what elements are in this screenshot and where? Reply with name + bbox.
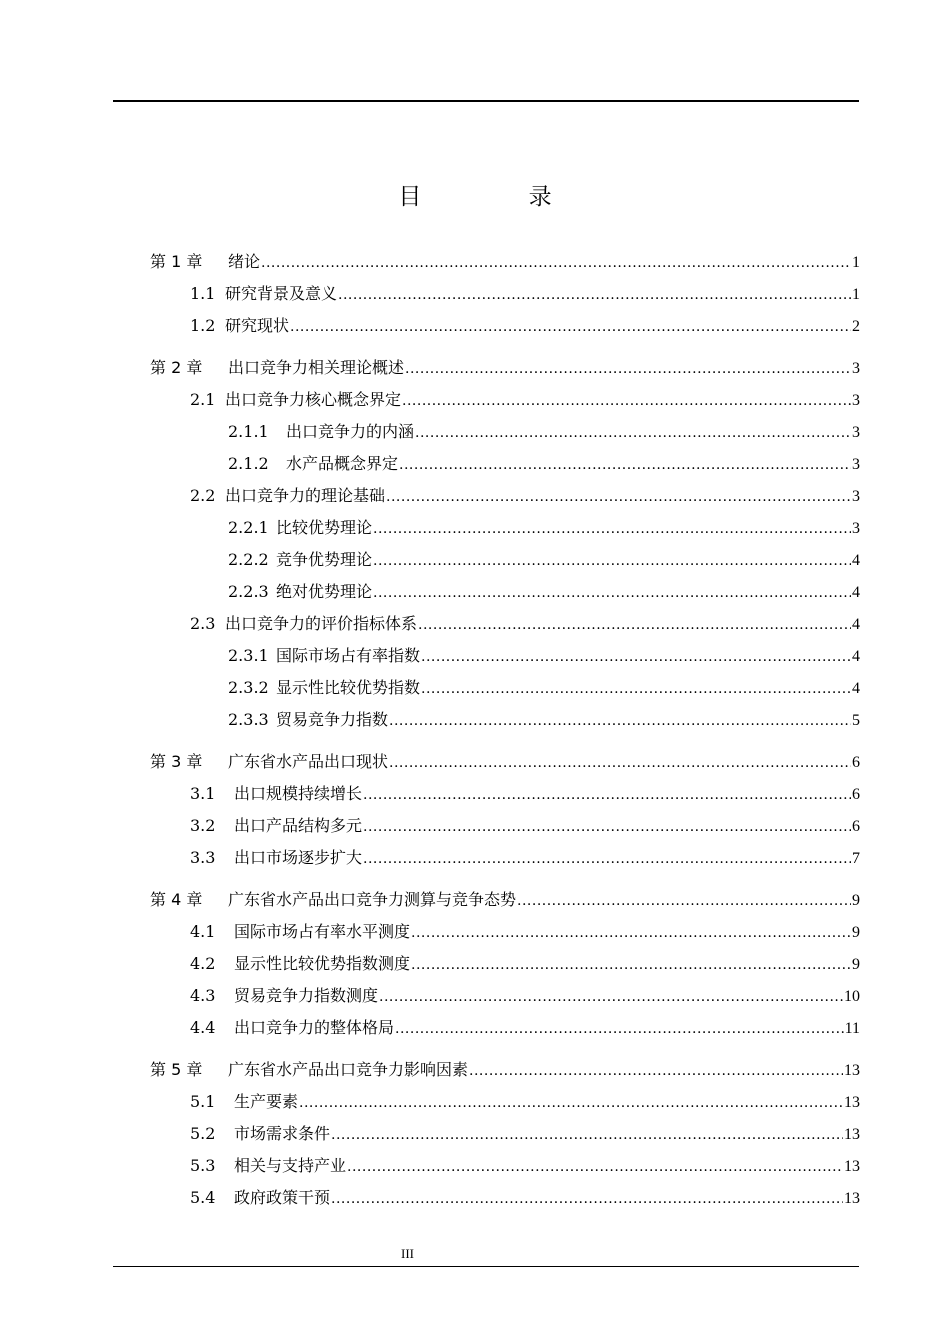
toc-entry-page: 11 <box>844 1020 860 1037</box>
toc-entry-page: 9 <box>852 924 860 941</box>
toc-entry-title: 广东省水产品出口竞争力影响因素 <box>228 1060 469 1079</box>
toc-entry-title: 广东省水产品出口现状 <box>228 752 389 771</box>
toc-dot-leader <box>418 609 851 641</box>
toc-section-entry[interactable] <box>150 948 860 980</box>
toc-entry-title: 市场需求条件 <box>234 1124 331 1143</box>
toc-entry-page: 6 <box>852 754 860 771</box>
toc-entry-page: 4 <box>852 648 860 665</box>
toc-dot-leader <box>395 1013 844 1045</box>
toc-dot-leader <box>290 311 851 343</box>
toc-entry-page: 3 <box>852 456 860 473</box>
toc-chapter-entry[interactable] <box>150 1054 860 1086</box>
toc-entry-number: 4.3 <box>190 986 216 1005</box>
toc-entry-page: 1 <box>852 286 860 303</box>
toc-dot-leader <box>299 1087 843 1119</box>
toc-section-entry[interactable] <box>150 810 860 842</box>
toc-section-entry[interactable] <box>150 544 860 576</box>
toc-dot-leader <box>363 843 851 875</box>
toc-entry-page: 13 <box>844 1062 860 1079</box>
footer-rule <box>113 1266 859 1267</box>
toc-entry-page: 3 <box>852 360 860 377</box>
toc-entry-number: 2.3 <box>190 614 216 633</box>
toc-entry-number: 5.3 <box>190 1156 216 1175</box>
toc-entry-title: 政府政策干预 <box>234 1188 331 1207</box>
toc-entry-title: 显示性比较优势指数测度 <box>234 954 411 973</box>
toc-entry-page: 3 <box>852 488 860 505</box>
toc-entry-number: 4.2 <box>190 954 216 973</box>
toc-entry-page: 1 <box>852 254 860 271</box>
toc-chapter-entry[interactable] <box>150 884 860 916</box>
toc-section-entry[interactable] <box>150 1118 860 1150</box>
toc-entry-page: 13 <box>844 1190 860 1207</box>
toc-entry-title: 显示性比较优势指数 <box>276 678 421 697</box>
toc-dot-leader <box>411 949 851 981</box>
toc-dot-leader <box>363 811 851 843</box>
toc-entry-page: 6 <box>852 818 860 835</box>
toc-entry-number: 1.1 <box>190 284 216 303</box>
toc-section-entry[interactable] <box>150 448 860 480</box>
toc-entry-title: 出口竞争力相关理论概述 <box>228 358 405 377</box>
toc-entry-title: 出口竞争力的整体格局 <box>234 1018 395 1037</box>
toc-dot-leader <box>399 449 851 481</box>
toc-entry-page: 4 <box>852 584 860 601</box>
toc-entry-number: 2.1 <box>190 390 216 409</box>
toc-entry-number: 第 1 章 <box>150 252 203 271</box>
toc-dot-leader <box>331 1119 843 1151</box>
toc-entry-title: 出口产品结构多元 <box>234 816 363 835</box>
toc-section-entry[interactable] <box>150 480 860 512</box>
toc-dot-leader <box>421 641 851 673</box>
toc-entry-number: 2.2 <box>190 486 216 505</box>
toc-section-entry[interactable] <box>150 310 860 342</box>
toc-dot-leader <box>517 885 851 917</box>
toc-entry-page: 3 <box>852 424 860 441</box>
toc-entry-title: 出口竞争力的内涵 <box>286 422 415 441</box>
toc-dot-leader <box>402 385 851 417</box>
toc-chapter-entry[interactable] <box>150 246 860 278</box>
toc-entry-title: 贸易竞争力指数 <box>276 710 389 729</box>
toc-section-entry[interactable] <box>150 778 860 810</box>
toc-dot-leader <box>411 917 851 949</box>
toc-section-entry[interactable] <box>150 1012 860 1044</box>
toc-dot-leader <box>338 279 851 311</box>
toc-section-entry[interactable] <box>150 980 860 1012</box>
toc-entry-page: 7 <box>852 850 860 867</box>
toc-entry-title: 相关与支持产业 <box>234 1156 347 1175</box>
toc-entry-number: 2.2.3 <box>228 582 269 601</box>
toc-dot-leader <box>379 981 843 1013</box>
toc-section-entry[interactable] <box>150 640 860 672</box>
toc-entry-page: 4 <box>852 616 860 633</box>
table-of-contents <box>150 246 860 1214</box>
toc-dot-leader <box>373 513 851 545</box>
toc-dot-leader <box>469 1055 843 1087</box>
toc-entry-number: 第 2 章 <box>150 358 203 377</box>
toc-entry-title: 绝对优势理论 <box>276 582 373 601</box>
toc-entry-page: 10 <box>844 988 860 1005</box>
toc-entry-title: 水产品概念界定 <box>286 454 399 473</box>
toc-title: 目 录 <box>398 184 602 210</box>
toc-dot-leader <box>405 353 851 385</box>
toc-dot-leader <box>373 577 851 609</box>
toc-section-entry[interactable] <box>150 672 860 704</box>
toc-entry-page: 4 <box>852 552 860 569</box>
toc-dot-leader <box>386 481 851 513</box>
toc-entry-page: 5 <box>852 712 860 729</box>
toc-entry-page: 13 <box>844 1158 860 1175</box>
toc-entry-number: 2.1.2 <box>228 454 269 473</box>
toc-entry-number: 2.2.1 <box>228 518 269 537</box>
toc-entry-title: 国际市场占有率水平测度 <box>234 922 411 941</box>
toc-entry-number: 5.2 <box>190 1124 216 1143</box>
toc-entry-page: 3 <box>852 520 860 537</box>
toc-entry-page: 9 <box>852 892 860 909</box>
toc-entry-number: 4.4 <box>190 1018 216 1037</box>
toc-dot-leader <box>347 1151 843 1183</box>
toc-entry-title: 绪论 <box>228 252 261 271</box>
toc-dot-leader <box>331 1183 843 1215</box>
toc-section-entry[interactable] <box>150 1086 860 1118</box>
toc-entry-title: 广东省水产品出口竞争力测算与竞争态势 <box>228 890 517 909</box>
toc-entry-title: 出口竞争力的评价指标体系 <box>225 614 418 633</box>
toc-entry-number: 1.2 <box>190 316 216 335</box>
toc-section-entry[interactable] <box>150 416 860 448</box>
toc-entry-number: 2.3.1 <box>228 646 269 665</box>
toc-entry-title: 国际市场占有率指数 <box>276 646 421 665</box>
toc-dot-leader <box>373 545 851 577</box>
toc-entry-title: 竞争优势理论 <box>276 550 373 569</box>
toc-entry-page: 3 <box>852 392 860 409</box>
toc-entry-title: 研究背景及意义 <box>225 284 338 303</box>
toc-chapter-entry[interactable] <box>150 352 860 384</box>
toc-section-entry[interactable] <box>150 704 860 736</box>
toc-entry-page: 9 <box>852 956 860 973</box>
toc-entry-number: 4.1 <box>190 922 216 941</box>
toc-dot-leader <box>261 247 851 279</box>
toc-dot-leader <box>421 673 851 705</box>
toc-entry-page: 13 <box>844 1094 860 1111</box>
toc-entry-title: 生产要素 <box>234 1092 299 1111</box>
toc-section-entry[interactable] <box>150 1150 860 1182</box>
toc-entry-title: 出口竞争力的理论基础 <box>225 486 386 505</box>
toc-entry-number: 3.1 <box>190 784 216 803</box>
toc-section-entry[interactable] <box>150 916 860 948</box>
toc-dot-leader <box>363 779 851 811</box>
toc-entry-title: 出口竞争力核心概念界定 <box>225 390 402 409</box>
toc-section-entry[interactable] <box>150 512 860 544</box>
toc-entry-number: 5.4 <box>190 1188 216 1207</box>
toc-section-entry[interactable] <box>150 608 860 640</box>
toc-section-entry[interactable] <box>150 576 860 608</box>
toc-entry-title: 出口市场逐步扩大 <box>234 848 363 867</box>
toc-dot-leader <box>415 417 851 449</box>
toc-section-entry[interactable] <box>150 278 860 310</box>
toc-section-entry[interactable] <box>150 1182 860 1214</box>
toc-entry-number: 2.2.2 <box>228 550 269 569</box>
toc-entry-page: 6 <box>852 786 860 803</box>
toc-entry-page: 2 <box>852 318 860 335</box>
toc-entry-number: 第 5 章 <box>150 1060 203 1079</box>
toc-entry-number: 5.1 <box>190 1092 216 1111</box>
toc-entry-number: 2.1.1 <box>228 422 269 441</box>
toc-entry-page: 13 <box>844 1126 860 1143</box>
toc-entry-number: 3.3 <box>190 848 216 867</box>
toc-section-entry[interactable] <box>150 384 860 416</box>
toc-entry-number: 2.3.3 <box>228 710 269 729</box>
toc-entry-number: 第 3 章 <box>150 752 203 771</box>
toc-entry-title: 研究现状 <box>225 316 290 335</box>
toc-entry-title: 比较优势理论 <box>276 518 373 537</box>
toc-section-entry[interactable] <box>150 842 860 874</box>
page-number: III <box>401 1246 414 1261</box>
toc-entry-title: 贸易竞争力指数测度 <box>234 986 379 1005</box>
toc-chapter-entry[interactable] <box>150 746 860 778</box>
header-rule <box>113 100 859 102</box>
toc-entry-number: 2.3.2 <box>228 678 269 697</box>
toc-entry-page: 4 <box>852 680 860 697</box>
toc-dot-leader <box>389 747 851 779</box>
toc-dot-leader <box>389 705 851 737</box>
toc-entry-number: 3.2 <box>190 816 216 835</box>
toc-entry-title: 出口规模持续增长 <box>234 784 363 803</box>
toc-entry-number: 第 4 章 <box>150 890 203 909</box>
